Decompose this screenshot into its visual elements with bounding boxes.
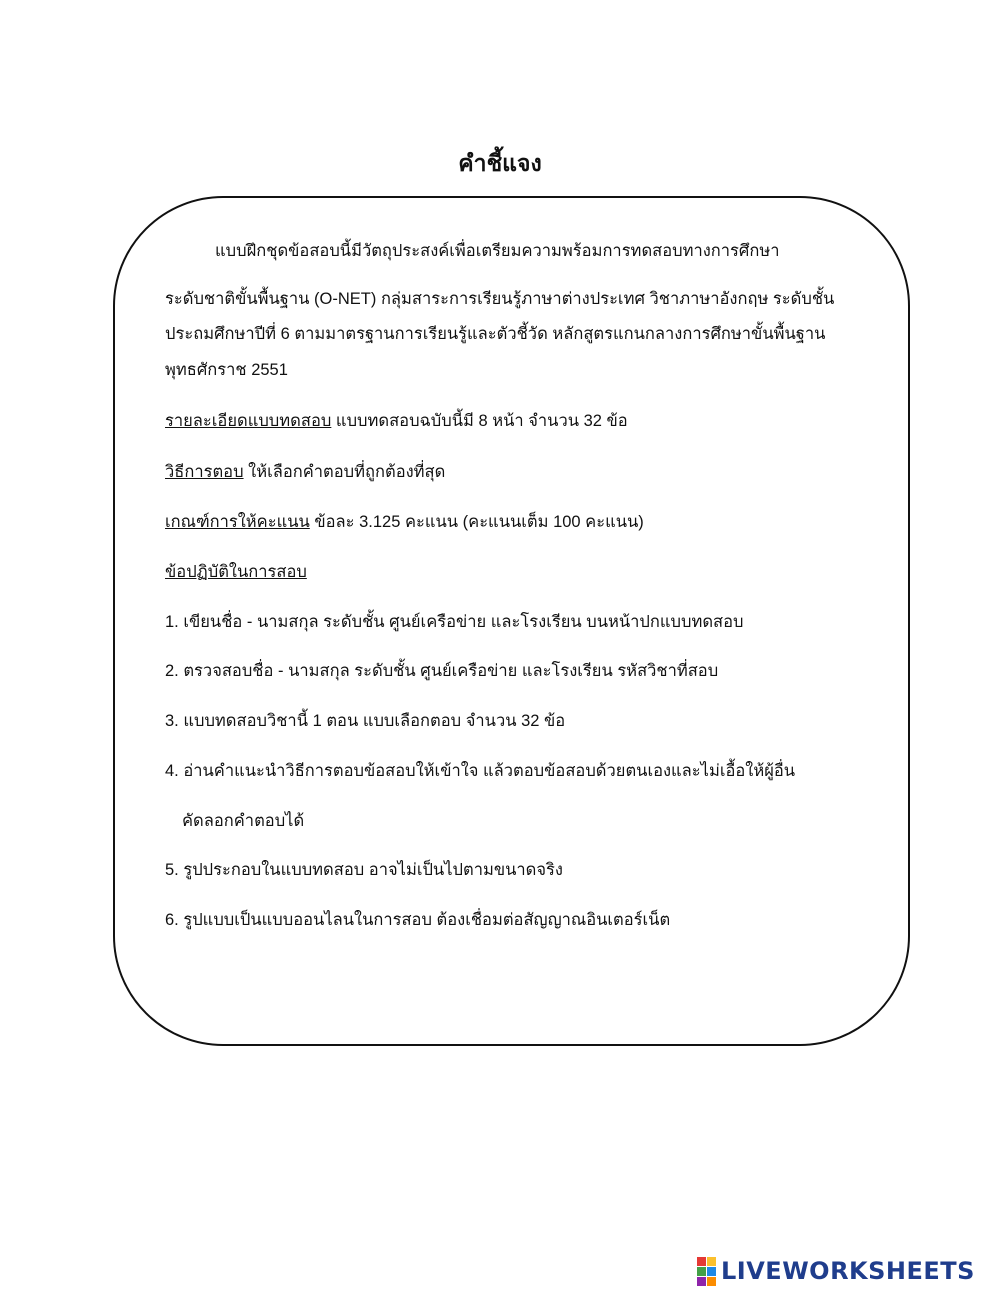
details-label: รายละเอียดแบบทดสอบ bbox=[165, 412, 332, 430]
liveworksheets-logo bbox=[697, 1258, 975, 1284]
scoring-text: ข้อละ 3.125 คะแนน (คะแนนเต็ม 100 คะแนน) bbox=[309, 513, 644, 531]
rule-item-4-continued: คัดลอกคำตอบได้ bbox=[182, 812, 305, 830]
logo-block bbox=[707, 1267, 716, 1276]
details-text: แบบทดสอบฉบับนี้มี 8 หน้า จำนวน 32 ข้อ bbox=[331, 412, 628, 430]
logo-block bbox=[697, 1267, 706, 1276]
rule-item-4: 4. อ่านคำแนะนำวิธีการตอบข้อสอบให้เข้าใจ แล้วตอบข้อสอบด้วยตนเองและไม่เอื้อให้ผู้อื่น bbox=[165, 762, 796, 780]
method-label: วิธีการตอบ bbox=[165, 463, 244, 481]
intro-line-3: ประถมศึกษาปีที่ 6 ตามมาตรฐานการเรียนรู้และตัวชี้วัด หลักสูตรแกนกลางการศึกษาขั้นพื้นฐาน bbox=[165, 325, 826, 343]
rule-item-1: 1. เขียนชื่อ - นามสกุล ระดับชั้น ศูนย์เครือข่าย และโรงเรียน บนหน้าปกแบบทดสอบ bbox=[165, 613, 744, 631]
rule-item-6: 6. รูปแบบเป็นแบบออนไลนในการสอบ ต้องเชื่อมต่อสัญญาณอินเตอร์เน็ต bbox=[165, 911, 671, 929]
logo-block bbox=[697, 1257, 706, 1266]
page-title: คำชี้แจง bbox=[458, 150, 542, 176]
intro-line-2: ระดับชาติขั้นพื้นฐาน (O-NET) กลุ่มสาระการเรียนรู้ภาษาต่างประเทศ วิชาภาษาอังกฤษ ระดับชั้น bbox=[165, 290, 835, 308]
method-text: ให้เลือกคำตอบที่ถูกต้องที่สุด bbox=[243, 463, 446, 481]
details-line bbox=[165, 408, 628, 434]
logo-text: LIVEWORKSHEETS bbox=[721, 1257, 975, 1285]
logo-block bbox=[707, 1257, 716, 1266]
logo-block bbox=[707, 1277, 716, 1286]
rule-item-5: 5. รูปประกอบในแบบทดสอบ อาจไม่เป็นไปตามขนาดจริง bbox=[165, 861, 563, 879]
rule-item-2: 2. ตรวจสอบชื่อ - นามสกุล ระดับชั้น ศูนย์เครือข่าย และโรงเรียน รหัสวิชาที่สอบ bbox=[165, 662, 719, 680]
method-line bbox=[165, 459, 445, 485]
scoring-label: เกณฑ์การให้คะแนน bbox=[165, 513, 310, 531]
rules-heading: ข้อปฏิบัติในการสอบ bbox=[165, 563, 307, 581]
logo-blocks-icon bbox=[697, 1257, 716, 1286]
rule-item-3: 3. แบบทดสอบวิชานี้ 1 ตอน แบบเลือกตอบ จำนวน 32 ข้อ bbox=[165, 712, 566, 730]
scoring-line bbox=[165, 509, 644, 535]
intro-line-1: แบบฝึกชุดข้อสอบนี้มีวัตถุประสงค์เพื่อเตรียมความพร้อมการทดสอบทางการศึกษา bbox=[215, 242, 780, 260]
intro-line-4: พุทธศักราช 2551 bbox=[165, 361, 288, 379]
logo-block bbox=[697, 1277, 706, 1286]
